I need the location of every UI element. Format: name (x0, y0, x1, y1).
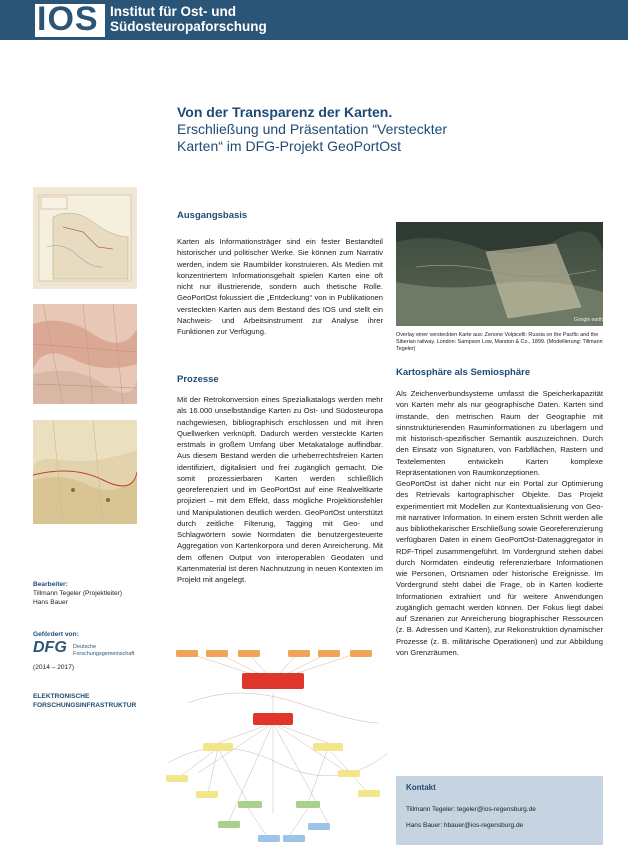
heading-kartosphaere: Kartosphäre als Semiosphäre (396, 367, 531, 378)
old-map-thumbnail-1 (33, 187, 137, 289)
institute-name: Institut für Ost- und Südosteuropaforschung (110, 4, 267, 34)
node-top-6 (350, 650, 372, 657)
node-yellow-1 (203, 743, 233, 751)
node-yellow-6 (358, 790, 380, 797)
dfg-name: Deutsche Forschungsgemeinschaft (73, 644, 135, 657)
rdf-network-diagram (158, 643, 390, 843)
old-map-thumbnail-3 (33, 420, 137, 524)
node-top-4 (288, 650, 310, 657)
georeferenced-map-overlay (396, 222, 603, 326)
sidebar-funding (33, 630, 153, 672)
header-bar (0, 0, 628, 40)
bearbeiter-2: Hans Bauer (33, 599, 68, 606)
node-hub (253, 713, 293, 725)
title-line-3: Karten“ im DFG-Projekt GeoPortOst (177, 138, 402, 154)
dfg-logo-block (33, 641, 153, 663)
node-main (242, 673, 304, 689)
node-top-2 (206, 650, 228, 657)
contact-box (396, 776, 603, 845)
title-line-1: Von der Transparenz der Karten. (177, 104, 393, 120)
infrastructure-label: ELEKTRONISCHE FORSCHUNGSINFRASTRUKTUR (33, 693, 137, 709)
node-green-3 (218, 821, 240, 828)
text-ausgangsbasis: Karten als Informationsträger sind ein fester Bestandteil historischer und politischer Werke. Sie können zum Narrativ werden, indem sie Raumbilder konstruieren. Als Medien mit konzentriertem Informationsgehalt spielen Karten eine oft nicht nur illustrierende, sondern auch thetische Rolle. GeoPortOst fokussiert die „Entdeckung“ von in Publikationen versteckten Karten aus dem Bestand des IOS und stellt ein Nachweis- und Arbeitsinstrument zur Analyse ihrer Funktionen zur Verfügung. (177, 237, 383, 336)
heading-ausgangsbasis: Ausgangsbasis (177, 210, 248, 221)
contact-line-1: Tillmann Tegeler: tegeler@ios-regensburg.de (406, 806, 536, 813)
node-top-3 (238, 650, 260, 657)
node-yellow-2 (313, 743, 343, 751)
dfg-logo: DFG (33, 639, 67, 656)
google-earth-watermark: Google earth (574, 317, 603, 323)
old-map-thumbnail-2 (33, 304, 137, 404)
node-blue-2 (308, 823, 330, 830)
heading-prozesse: Prozesse (177, 374, 219, 385)
text-prozesse: Mit der Retrokonversion eines Spezialkatalogs werden mehr als 16.000 unselbständige Karten zu Ost- und Südosteuropa nachgewiesen, bibliographisch erschlossen und mit ihren Quellwerken verknüpft. Dadurch werden versteckte Karten erstmals in großem Umfang über Metakataloge auffindbar. Aus diesem Bestand werden die urheberrechtsfreien Karten identifiziert, digitalisiert und frei zugänglich gemacht. Die somit prozessierbaren Karten werden schließlich georeferenziert und im GeoPortOst auf eine Realweltkarte projiziert – mit dem Effekt, dass mögliche Projektionsfehler und Manipulationen deutlich werden. GeoPortOst unterstützt durch zeitliche Filterung, Tagging mit Geo- und Schlagwörtern sowie Normdaten die benutzergesteuerte Aggregation von Kartenkorpora und deren Anreicherung. Mit dem offenen Output von interoperablen Geodaten und Kartenmaterial ist deren Nachnutzung in neuen Kontexten im Projekt mit angelegt. (177, 395, 383, 584)
title-line-2: Erschließung und Präsentation “Versteckter (177, 121, 448, 137)
bearbeiter-label: Bearbeiter: (33, 581, 68, 588)
sidebar-bearbeiter (33, 580, 122, 607)
text-kartosphaere-p1: Als Zeichenverbundsysteme umfasst die Speicherkapazität von Karten mehr als nur geographische Daten. Karten sind imstande, den metrischen Raum der Geographie mit sinnstrukturierenden Rauminformationen zu überlagern und mit historisch-spezifischer Semantik auszuzeichnen. Durch den Einsatz von Signaturen, von Farbflächen, Rastern und Textelementen entwickeln Karten komplexe Repräsentationen von Raumkonzeptionen. (396, 389, 603, 477)
text-kartosphaere-p2: GeoPortOst ist daher nicht nur ein Portal zur Optimierung des Retrievals kartographischer Objekte. Das Projekt experimentiert mit Modellen zur Kontextualisierung von Geo- mit narrativer Information. In einem ersten Schritt werden alle aus bibliothekarischer Erschließung sowie Georeferenzierung verfügbaren Daten in einem GeoPortOst-Datenaggregator in RDF-Tripel zusammengeführt. Im Vordergrund stehen dabei durch Normdaten eindeutig referenzierbare Informationen wie Personen, Ortsnamen oder historische Ereignisse. Im Vordergrund steht dabei die Frage, ob in Karten kodierte Informationen extrahiert und für weitere Anwendungen zugänglich gemacht werden können. Der Fokus liegt dabei auf Szenarien zur Anreicherung biographischer Ressourcen (z. B. Adressen und Karten), zur Rekonstruktion dynamischer Prozesse (z. B. militärische Operationen) und zur Abbildung von Grenzräumen. (396, 479, 603, 657)
bearbeiter-1: Tillmann Tegeler (Projektleiter) (33, 590, 123, 597)
node-yellow-3 (166, 775, 188, 782)
node-blue-1 (258, 835, 280, 842)
contact-line-2: Hans Bauer: hbauer@ios-regensburg.de (406, 822, 524, 829)
node-yellow-4 (196, 791, 218, 798)
map-caption: Overlay einer versteckten Karte aus: Zenone Volpicelli: Russia on the Pacific and the Siberian railway. London: Sampson Low, Marston & Co., 1899. (Modellierung: Tillmann Tegeler) (396, 332, 603, 353)
node-green-1 (238, 801, 262, 808)
funding-period: (2014 – 2017) (33, 664, 75, 671)
node-yellow-5 (338, 770, 360, 777)
node-green-2 (296, 801, 320, 808)
ios-logo: IOS (37, 0, 99, 38)
node-top-5 (318, 650, 340, 657)
contact-heading: Kontakt (406, 783, 436, 792)
node-blue-3 (283, 835, 305, 842)
gefoerdert-label: Gefördert von: (33, 631, 79, 638)
node-top-1 (176, 650, 198, 657)
text-kartosphaere (396, 388, 603, 658)
poster-title (177, 104, 507, 155)
